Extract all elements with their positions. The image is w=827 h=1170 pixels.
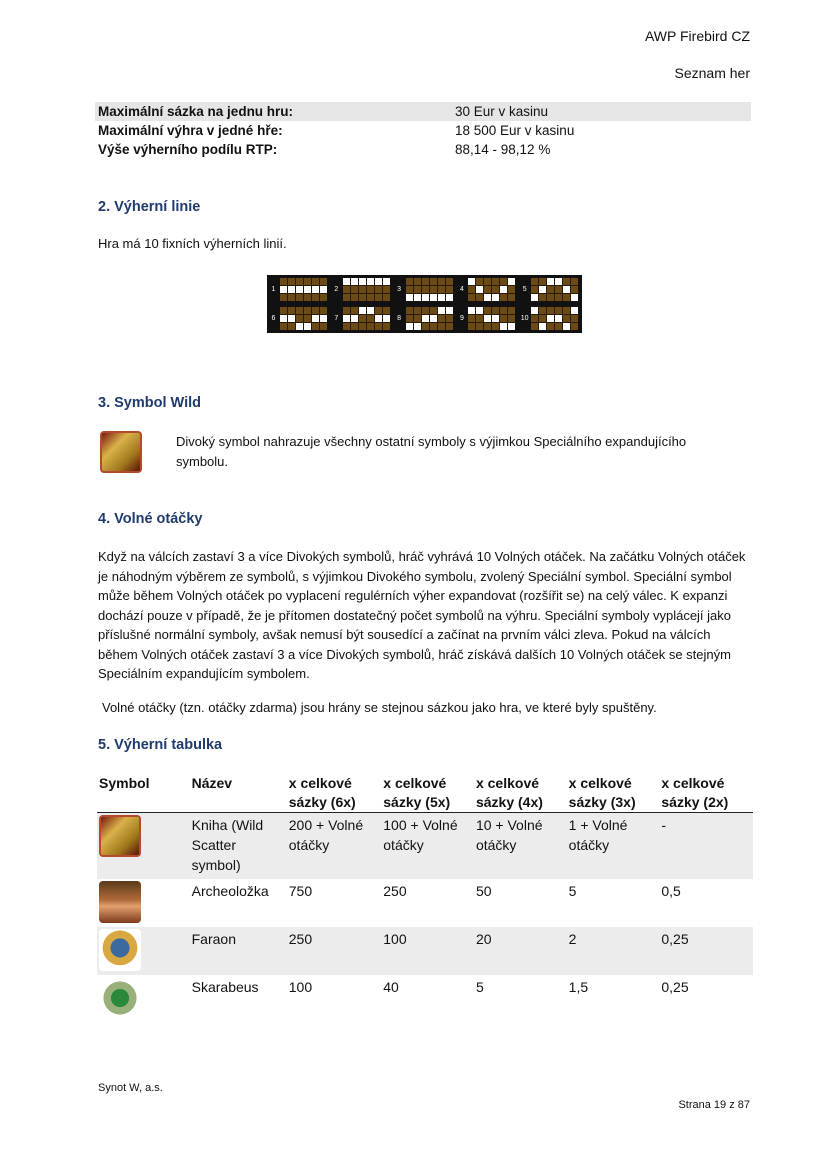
info-value: 30 Eur v kasinu [455, 104, 549, 119]
column-header: x celkové sázky (5x) [381, 774, 474, 813]
payline-cell [406, 307, 413, 314]
payline [520, 277, 580, 303]
section-title: 3. Symbol Wild [98, 395, 201, 411]
info-value: 18 500 Eur v kasinu [455, 123, 575, 138]
payout-cell: - [659, 813, 753, 880]
payline-cell [312, 315, 319, 322]
payline-number: 10 [520, 314, 529, 322]
payout-cell: 0,25 [661, 979, 689, 995]
footer-company: Synot W, a.s. [98, 1082, 163, 1094]
payout-cell: 0,5 [661, 883, 681, 899]
header-subtitle: Seznam her [674, 65, 750, 81]
payline-cell [280, 323, 287, 330]
payline-cell [438, 294, 445, 301]
payline-grid [531, 278, 578, 301]
payline-cell [312, 307, 319, 314]
payline-cell [288, 315, 295, 322]
payline-grid [468, 278, 515, 301]
payline-cell [446, 278, 453, 285]
payline-grid [406, 307, 453, 330]
column-header: x celkové sázky (4x) [474, 774, 567, 813]
info-label: Výše výherního podílu RTP: [98, 142, 278, 157]
payline-cell [288, 294, 295, 301]
payout-cell: 40 [383, 979, 399, 995]
header-title: AWP Firebird CZ [644, 28, 750, 44]
payline-cell [484, 307, 491, 314]
payline-cell [555, 294, 562, 301]
payline-cell [280, 294, 287, 301]
payline-cell [383, 323, 390, 330]
payline-cell [422, 286, 429, 293]
column-header: x celkové sázky (6x) [287, 774, 382, 813]
payline-cell [288, 286, 295, 293]
payline-cell [367, 323, 374, 330]
payline-cell [383, 294, 390, 301]
payline-cell [547, 323, 554, 330]
payline-number: 2 [334, 286, 339, 294]
symbol-cell [97, 975, 190, 1023]
payout-cell: 2 [567, 927, 660, 975]
table-row [97, 879, 753, 927]
payline-cell [446, 323, 453, 330]
payline-cell [367, 294, 374, 301]
payline-cell [468, 294, 475, 301]
payline-cell [414, 294, 421, 301]
payline-cell [383, 286, 390, 293]
payline-cell [320, 307, 327, 314]
payline-cell [304, 294, 311, 301]
payline-cell [367, 286, 374, 293]
paragraph: Divoký symbol nahrazuje všechny ostatní symboly s výjimkou Speciálního expandujícího symbolu. [176, 434, 687, 469]
payline [332, 277, 392, 303]
name-cell: Archeoložka [191, 883, 269, 899]
payout-cell: 1,5 [568, 979, 589, 995]
payline-cell [375, 278, 382, 285]
payline-cell [430, 323, 437, 330]
payline-cell [508, 307, 515, 314]
name-cell: Faraon [190, 927, 287, 975]
payline-cell [508, 315, 515, 322]
payline-cell [563, 323, 570, 330]
payline-cell [438, 286, 445, 293]
payline-cell [359, 294, 366, 301]
payline-cell [468, 286, 475, 293]
name-cell: Kniha (Wild Scatter symbol) [190, 813, 287, 880]
payline-cell [484, 315, 491, 322]
payline-cell [304, 323, 311, 330]
payline-number: 8 [397, 314, 402, 322]
payline-cell [500, 278, 507, 285]
info-row [95, 140, 751, 159]
payline-cell [547, 278, 554, 285]
payline-cell [343, 315, 350, 322]
payline-cell [280, 278, 287, 285]
scar-symbol-icon [99, 977, 141, 1019]
symbol-cell [97, 927, 190, 975]
payline-cell [343, 307, 350, 314]
payline-cell [280, 286, 287, 293]
payline-cell [492, 294, 499, 301]
payout-cell: 250 [287, 927, 382, 975]
payline-cell [555, 307, 562, 314]
section-title: 4. Volné otáčky [98, 511, 203, 527]
payline-cell [351, 307, 358, 314]
payline-cell [446, 294, 453, 301]
payline-cell [359, 286, 366, 293]
payline-cell [288, 307, 295, 314]
payline-cell [296, 278, 303, 285]
symbol-cell [97, 813, 190, 880]
payline-cell [438, 315, 445, 322]
payline-cell [539, 294, 546, 301]
payline [269, 277, 329, 303]
payline-cell [500, 286, 507, 293]
payline-cell [320, 294, 327, 301]
payout-cell: 0,25 [659, 927, 753, 975]
payline-cell [320, 323, 327, 330]
payout-cell: 100 [288, 979, 313, 995]
payout-cell: 250 [383, 883, 407, 899]
payline-cell [304, 307, 311, 314]
payline-grid [280, 278, 327, 301]
payline-cell [446, 307, 453, 314]
payline-cell [320, 286, 327, 293]
payline-cell [422, 323, 429, 330]
payline-cell [468, 323, 475, 330]
payline-cell [296, 315, 303, 322]
payline-cell [430, 307, 437, 314]
payline-cell [500, 323, 507, 330]
payline-cell [343, 323, 350, 330]
payline [520, 306, 580, 332]
payline-cell [438, 307, 445, 314]
payline-cell [296, 307, 303, 314]
payline-cell [414, 315, 421, 322]
payline [457, 277, 517, 303]
payline-cell [288, 323, 295, 330]
payline-cell [555, 286, 562, 293]
payline-cell [351, 315, 358, 322]
payline-cell [383, 315, 390, 322]
payline-cell [406, 315, 413, 322]
payline-cell [320, 315, 327, 322]
payline-cell [359, 307, 366, 314]
payline-cell [312, 286, 319, 293]
payline-cell [547, 315, 554, 322]
payline-cell [430, 278, 437, 285]
payline-grid [343, 307, 390, 330]
payout-cell: 5 [475, 979, 484, 995]
payout-cell: 5 [568, 883, 577, 899]
column-header: Název [190, 774, 287, 813]
payline-cell [531, 323, 538, 330]
payline-cell [446, 286, 453, 293]
table-row [97, 927, 753, 975]
payline-cell [288, 278, 295, 285]
payout-cell: 200 + Volné otáčky [287, 813, 382, 880]
payline-cell [468, 315, 475, 322]
payout-cell: 20 [474, 927, 567, 975]
paytable [97, 774, 753, 1023]
payline-cell [571, 315, 578, 322]
payline-cell [422, 278, 429, 285]
payline-cell [343, 286, 350, 293]
payline-cell [555, 315, 562, 322]
column-header: Symbol [97, 774, 190, 813]
payline-cell [375, 315, 382, 322]
payline-cell [351, 323, 358, 330]
payline [395, 306, 455, 332]
payline-cell [539, 315, 546, 322]
payline-number: 7 [334, 314, 339, 322]
payline-cell [476, 323, 483, 330]
payline-cell [547, 286, 554, 293]
paragraph: Hra má 10 fixních výherních linií. [98, 236, 287, 251]
payline-cell [508, 323, 515, 330]
payline-cell [430, 315, 437, 322]
symbol-cell [97, 879, 190, 927]
payline-cell [571, 323, 578, 330]
payline-cell [406, 278, 413, 285]
payline-cell [351, 294, 358, 301]
payline-cell [531, 294, 538, 301]
payline-cell [492, 315, 499, 322]
payline-cell [476, 294, 483, 301]
payline-cell [367, 307, 374, 314]
payline-cell [343, 294, 350, 301]
info-label: Maximální sázka na jednu hru: [98, 104, 294, 119]
payline-number: 4 [459, 286, 464, 294]
payout-cell: 50 [475, 883, 492, 899]
info-label: Maximální výhra v jedné hře: [98, 123, 283, 138]
payline-cell [367, 315, 374, 322]
payline-cell [571, 307, 578, 314]
payline-cell [383, 307, 390, 314]
payline-cell [563, 307, 570, 314]
payline-cell [320, 278, 327, 285]
payline-cell [531, 286, 538, 293]
payline-cell [296, 323, 303, 330]
payline [332, 306, 392, 332]
payline [457, 306, 517, 332]
payout-cell: 1 + Volné otáčky [567, 813, 660, 880]
payline-cell [563, 294, 570, 301]
payline-cell [476, 307, 483, 314]
column-header: x celkové sázky (2x) [659, 774, 753, 813]
payline-cell [375, 294, 382, 301]
info-value: 88,14 - 98,12 % [455, 142, 551, 157]
payline-cell [414, 286, 421, 293]
payline-grid [280, 307, 327, 330]
payline-cell [539, 278, 546, 285]
info-row [95, 121, 751, 140]
payline-cell [531, 315, 538, 322]
payline-cell [304, 315, 311, 322]
payline-cell [508, 286, 515, 293]
paylines-image [267, 275, 582, 333]
payline-cell [468, 307, 475, 314]
payline [269, 306, 329, 332]
payline-cell [539, 323, 546, 330]
payline-cell [547, 294, 554, 301]
payline-number: 9 [459, 314, 464, 322]
payline-cell [571, 278, 578, 285]
payline-cell [414, 278, 421, 285]
payline-cell [563, 315, 570, 322]
payline-cell [555, 323, 562, 330]
payline-cell [359, 278, 366, 285]
payline-cell [430, 294, 437, 301]
payline-cell [539, 307, 546, 314]
payline-cell [422, 294, 429, 301]
payline-cell [312, 278, 319, 285]
payline-cell [539, 286, 546, 293]
payline-cell [468, 278, 475, 285]
payline-cell [359, 323, 366, 330]
payline-cell [555, 278, 562, 285]
column-header: x celkové sázky (3x) [567, 774, 660, 813]
payline-cell [430, 286, 437, 293]
payline-cell [438, 323, 445, 330]
payline-cell [476, 315, 483, 322]
payline-cell [500, 307, 507, 314]
payline-cell [296, 286, 303, 293]
payline-cell [571, 294, 578, 301]
payline-cell [492, 307, 499, 314]
payline-cell [375, 286, 382, 293]
payline-cell [375, 323, 382, 330]
payline-cell [414, 307, 421, 314]
payline-cell [500, 315, 507, 322]
payline-cell [563, 278, 570, 285]
payline-cell [476, 278, 483, 285]
payline-cell [484, 323, 491, 330]
payline-cell [476, 286, 483, 293]
payline-grid [531, 307, 578, 330]
payline-cell [312, 323, 319, 330]
payline-cell [280, 315, 287, 322]
payline-cell [406, 286, 413, 293]
payline-cell [484, 294, 491, 301]
name-cell: Skarabeus [191, 979, 259, 995]
payout-cell: 100 + Volné otáčky [381, 813, 474, 880]
payline-cell [359, 315, 366, 322]
payline-number: 5 [522, 286, 527, 294]
payline-cell [484, 286, 491, 293]
payout-cell: 750 [288, 883, 313, 899]
payline-cell [296, 294, 303, 301]
wild-book-icon [100, 431, 142, 473]
payline-cell [508, 278, 515, 285]
payline-cell [484, 278, 491, 285]
info-table [95, 102, 751, 159]
payline-cell [406, 323, 413, 330]
payline-cell [563, 286, 570, 293]
payline-grid [468, 307, 515, 330]
section-title: 5. Výherní tabulka [98, 737, 223, 753]
payline-cell [492, 278, 499, 285]
payout-cell: 10 + Volné otáčky [474, 813, 567, 880]
payline-cell [531, 307, 538, 314]
table-row [97, 813, 753, 880]
payline-cell [367, 278, 374, 285]
paragraph: Volné otáčky (tzn. otáčky zdarma) jsou hrány se stejnou sázkou jako hra, ve které byly spuštěny. [102, 700, 657, 715]
payline-cell [343, 278, 350, 285]
payline-cell [312, 294, 319, 301]
payline-cell [304, 286, 311, 293]
payline-cell [304, 278, 311, 285]
payline-cell [446, 315, 453, 322]
payline-cell [375, 307, 382, 314]
footer-page: Strana 19 z 87 [678, 1099, 750, 1111]
payline-cell [508, 294, 515, 301]
book-symbol-icon [99, 815, 141, 857]
phar-symbol-icon [99, 929, 141, 971]
section-title: 2. Výherní linie [98, 199, 201, 215]
payline-cell [383, 278, 390, 285]
payline-cell [351, 278, 358, 285]
payline-number: 6 [271, 314, 276, 322]
payline-cell [280, 307, 287, 314]
payline-number: 1 [271, 286, 276, 294]
payline-cell [531, 278, 538, 285]
payline-cell [492, 323, 499, 330]
payline-number: 3 [397, 286, 402, 294]
payline-cell [351, 286, 358, 293]
payline-grid [343, 278, 390, 301]
arch-symbol-icon [99, 881, 141, 923]
payline-cell [500, 294, 507, 301]
table-row [97, 975, 753, 1023]
payline-cell [571, 286, 578, 293]
payline-cell [492, 286, 499, 293]
payline-cell [406, 294, 413, 301]
info-row [95, 102, 751, 121]
payline-grid [406, 278, 453, 301]
payline [395, 277, 455, 303]
payline-cell [547, 307, 554, 314]
payout-cell: 100 [381, 927, 474, 975]
payline-cell [414, 323, 421, 330]
paragraph: Když na válcích zastaví 3 a více Divokých symbolů, hráč vyhrává 10 Volných otáček. Na začátku Volných otáček je náhodným výběrem ze symbolů, s výjimkou Divokého symbolu, zvolený Speciální symbol. Speciální symbol může během Volných otáček po vyplacení regulérních výher expandovat (rozšířit se) na celý válec. K expanzi dochází pouze v případě, že je přítomen dostatečný počet symbolů na výhru. Speciální symboly vyplácejí jako příslušné normální symboly, avšak nemusí být sousedící a začínat na prvním válci zleva. Pokud na válcích během Volných otáček zastaví 3 a více Divokých symbolů, hráč získává dalších 10 Volných otáček se stejným Speciálním expandujícím symbolem. [98, 549, 746, 681]
payline-cell [422, 307, 429, 314]
payline-cell [422, 315, 429, 322]
payline-cell [438, 278, 445, 285]
